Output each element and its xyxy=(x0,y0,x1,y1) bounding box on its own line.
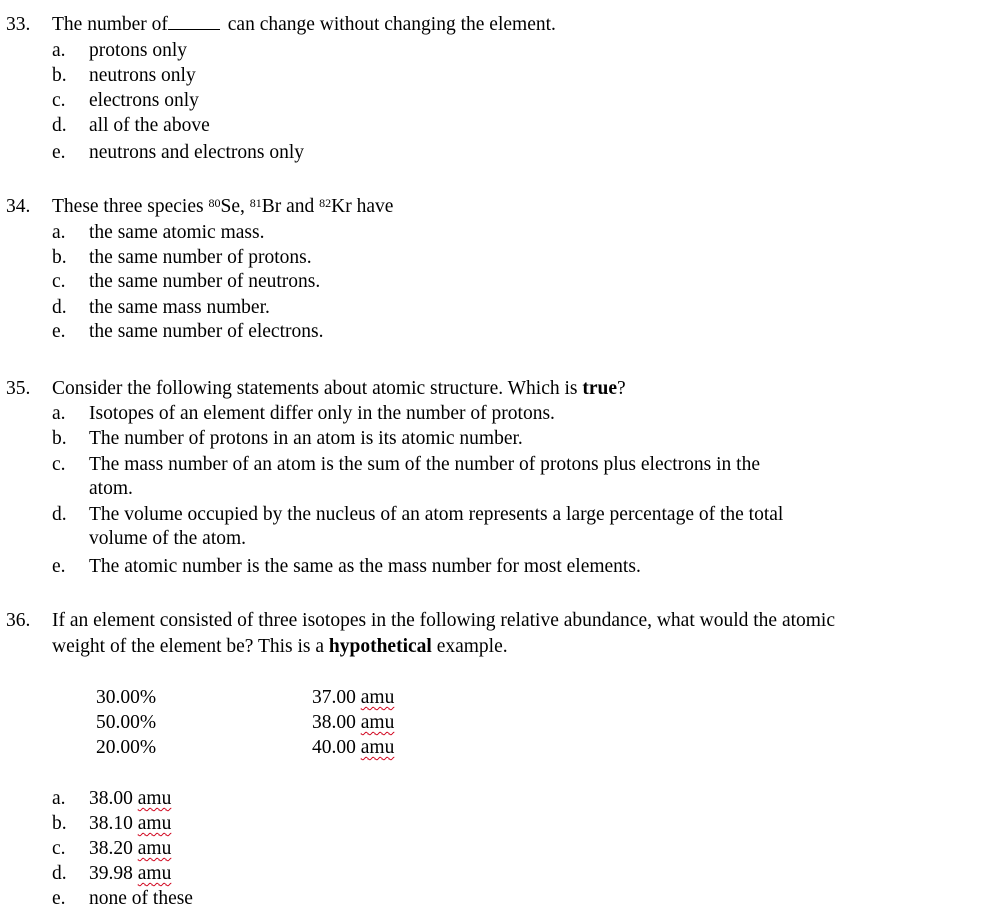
mass-cell xyxy=(312,711,394,735)
option-letter: c. xyxy=(52,454,66,475)
stem-text: weight of the element be? This is a xyxy=(52,636,329,657)
unit-label: amu xyxy=(360,737,395,758)
question-stem xyxy=(52,13,556,37)
mass-value: 37.00 xyxy=(312,687,356,708)
option-text: The atomic number is the same as the mass number for most elements. xyxy=(89,556,641,577)
option-text: the same number of electrons. xyxy=(89,321,324,342)
option-letter: c. xyxy=(52,271,66,292)
option-letter: a. xyxy=(52,222,66,243)
option-letter: a. xyxy=(52,40,66,61)
option-letter: d. xyxy=(52,297,67,318)
stem-text: can change without changing the element. xyxy=(227,14,556,35)
option-letter: b. xyxy=(52,813,67,834)
mass-number-superscript: 80 xyxy=(208,196,221,210)
option-text: Isotopes of an element differ only in the number of protons. xyxy=(89,403,555,424)
element-symbol: Kr have xyxy=(331,196,394,217)
option-letter: c. xyxy=(52,838,66,859)
option-text: the same number of neutrons. xyxy=(89,271,321,292)
question-number: 36. xyxy=(6,610,31,631)
option-text: all of the above xyxy=(89,115,210,136)
option-letter: e. xyxy=(52,888,66,909)
element-symbol: Se, xyxy=(220,196,250,217)
mass-value: 40.00 xyxy=(312,737,356,758)
stem-emphasis: true xyxy=(582,378,618,399)
answer-blank xyxy=(168,13,220,30)
question-stem: If an element consisted of three isotopes in the following relative abundance, what would the atomic xyxy=(52,610,836,631)
question-number: 34. xyxy=(6,196,31,217)
option-text xyxy=(89,837,171,861)
stem-text: ? xyxy=(617,378,626,399)
element-symbol: Br and xyxy=(261,196,320,217)
option-letter: e. xyxy=(52,556,66,577)
mass-value: 38.00 xyxy=(312,712,356,733)
unit-label: amu xyxy=(360,712,395,733)
mass-number-superscript: 82 xyxy=(319,196,332,210)
option-text-continued: volume of the atom. xyxy=(89,528,247,549)
unit-label: amu xyxy=(137,788,172,809)
option-text: the same atomic mass. xyxy=(89,222,265,243)
option-letter: d. xyxy=(52,115,67,136)
option-letter: d. xyxy=(52,504,67,525)
option-text: electrons only xyxy=(89,90,199,111)
option-text: protons only xyxy=(89,40,188,61)
mass-number-superscript: 81 xyxy=(249,196,262,210)
option-text: The number of protons in an atom is its atomic number. xyxy=(89,428,523,449)
option-letter: e. xyxy=(52,321,66,342)
question-stem xyxy=(52,377,626,401)
option-letter: a. xyxy=(52,403,66,424)
mass-cell xyxy=(312,736,394,760)
option-value: 38.00 xyxy=(89,788,133,809)
option-text: the same number of protons. xyxy=(89,247,312,268)
option-text: the same mass number. xyxy=(89,297,270,318)
stem-text: The number of xyxy=(52,14,168,35)
option-text: neutrons only xyxy=(89,65,196,86)
option-text xyxy=(89,862,171,886)
unit-label: amu xyxy=(137,838,172,859)
question-number: 33. xyxy=(6,14,31,35)
unit-label: amu xyxy=(360,687,395,708)
option-value: 38.20 xyxy=(89,838,133,859)
unit-label: amu xyxy=(137,863,172,884)
question-stem-continued xyxy=(52,635,508,659)
unit-label: amu xyxy=(137,813,172,834)
abundance-cell: 20.00% xyxy=(96,737,157,758)
option-value: 39.98 xyxy=(89,863,133,884)
option-letter: a. xyxy=(52,788,66,809)
stem-text: Consider the following statements about atomic structure. Which is xyxy=(52,378,583,399)
question-number: 35. xyxy=(6,378,31,399)
stem-emphasis: hypothetical xyxy=(328,636,432,657)
option-letter: b. xyxy=(52,428,67,449)
option-letter: b. xyxy=(52,65,67,86)
option-letter: c. xyxy=(52,90,66,111)
abundance-cell: 30.00% xyxy=(96,687,157,708)
mass-cell xyxy=(312,686,394,710)
question-stem xyxy=(52,195,393,219)
abundance-cell: 50.00% xyxy=(96,712,157,733)
option-letter: d. xyxy=(52,863,67,884)
option-letter: e. xyxy=(52,142,66,163)
option-text: none of these xyxy=(89,888,193,909)
option-text-continued: atom. xyxy=(89,478,133,499)
stem-text: These three species xyxy=(52,196,209,217)
option-value: 38.10 xyxy=(89,813,133,834)
stem-text: example. xyxy=(431,636,508,657)
option-text: The volume occupied by the nucleus of an atom represents a large percentage of the total xyxy=(89,504,784,525)
option-text xyxy=(89,812,171,836)
option-text: neutrons and electrons only xyxy=(89,142,304,163)
option-text: The mass number of an atom is the sum of the number of protons plus electrons in the xyxy=(89,454,760,475)
option-text xyxy=(89,787,171,811)
option-letter: b. xyxy=(52,247,67,268)
